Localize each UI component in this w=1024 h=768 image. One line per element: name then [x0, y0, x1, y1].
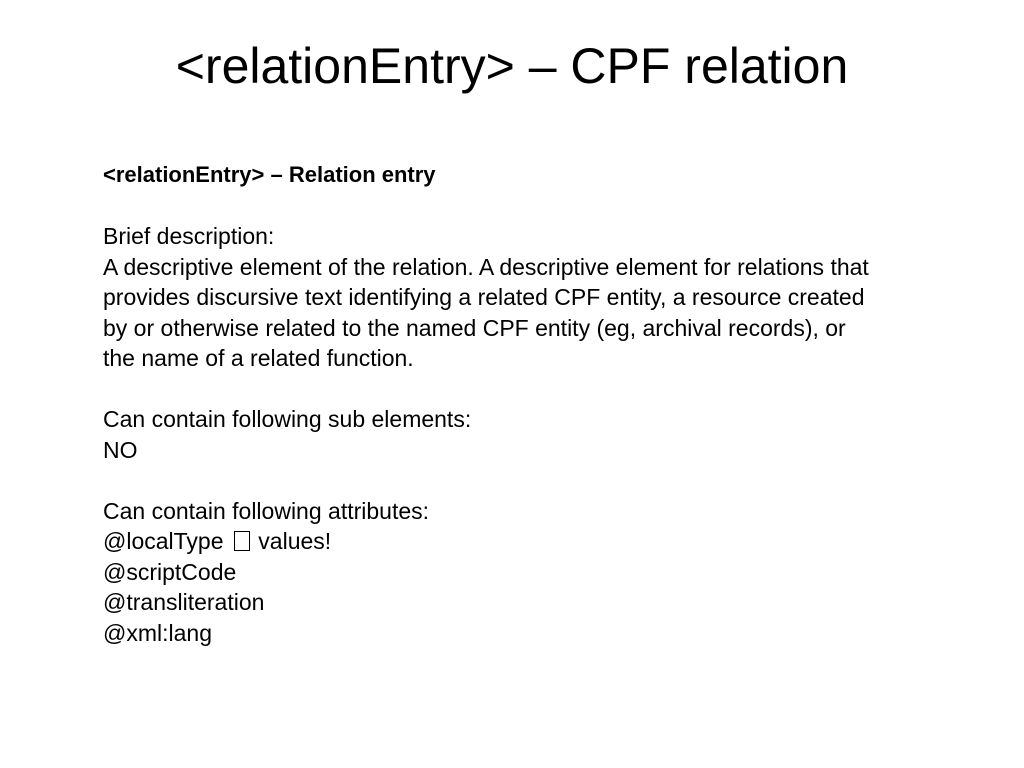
- description-line-1: A descriptive element of the relation. A descriptive element for relations that: [103, 253, 869, 280]
- attribute-xml-lang: @xml:lang: [103, 619, 212, 646]
- spacer: [103, 191, 983, 222]
- slide-title: <relationEntry> – CPF relation: [175, 38, 849, 94]
- description-line-2: provides discursive text identifying a related CPF entity, a resource created: [103, 284, 865, 310]
- sub-elements-label: Can contain following sub elements:: [103, 406, 472, 432]
- sub-elements-value: NO: [103, 436, 138, 463]
- attribute-local-type-note: values!: [258, 528, 332, 554]
- element-heading: <relationEntry> – Relation entry: [103, 162, 436, 187]
- missing-glyph-box-icon: [234, 531, 250, 551]
- attribute-transliteration: @transliteration: [103, 589, 265, 615]
- attributes-label: Can contain following attributes:: [103, 497, 430, 524]
- description-label: Brief description:: [103, 223, 275, 249]
- slide-body: [103, 160, 983, 648]
- description-line-4: the name of a related function.: [103, 345, 414, 371]
- spacer: [103, 374, 983, 405]
- attribute-local-type: [103, 526, 983, 557]
- attribute-script-code: @scriptCode: [103, 558, 237, 585]
- attribute-local-type-name: @localType: [103, 528, 224, 554]
- description-line-3: by or otherwise related to the named CPF entity (eg, archival records), or: [103, 314, 846, 341]
- spacer: [103, 465, 983, 496]
